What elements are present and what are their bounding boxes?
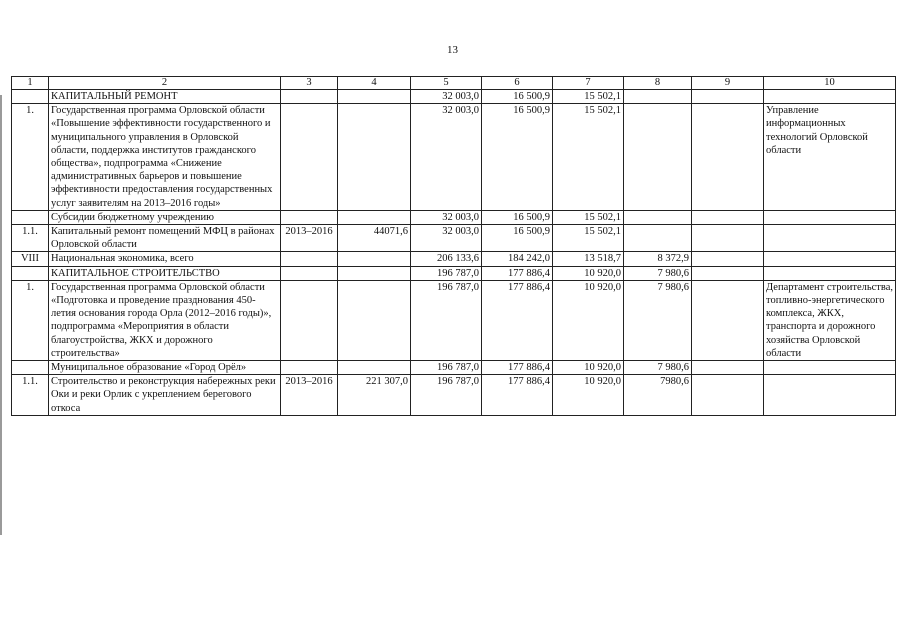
header-row [12, 77, 896, 90]
cell-col6: 16 500,9 [482, 210, 553, 224]
cell-col7: 10 920,0 [553, 266, 624, 280]
cell-num: 1. [12, 280, 49, 360]
cell-responsible [764, 210, 896, 224]
cell-col8 [624, 104, 692, 211]
cell-cost [338, 266, 411, 280]
header-col-3: 3 [281, 77, 338, 90]
cell-col9 [692, 280, 764, 360]
header-col-9: 9 [692, 77, 764, 90]
table-row [12, 361, 896, 375]
header-col-5: 5 [411, 77, 482, 90]
cell-cost [338, 104, 411, 211]
cell-col7: 15 502,1 [553, 210, 624, 224]
cell-responsible: Департамент строительства, топливно-энергетического комплекса, ЖКХ, транспорта и дорожного хозяйства Орловской области [764, 280, 896, 360]
cell-col8: 7 980,6 [624, 266, 692, 280]
cell-col8 [624, 210, 692, 224]
cell-col8: 7 980,6 [624, 361, 692, 375]
cell-responsible [764, 225, 896, 252]
cell-period [281, 104, 338, 211]
header-col-10: 10 [764, 77, 896, 90]
table-row [12, 266, 896, 280]
cell-col9 [692, 252, 764, 266]
cell-col6: 177 886,4 [482, 375, 553, 416]
cell-col8 [624, 90, 692, 104]
cell-col7: 10 920,0 [553, 375, 624, 416]
table-row [12, 252, 896, 266]
table-row [12, 90, 896, 104]
cell-total: 196 787,0 [411, 375, 482, 416]
cell-period [281, 90, 338, 104]
cell-col7: 15 502,1 [553, 90, 624, 104]
cell-cost [338, 210, 411, 224]
cell-col9 [692, 104, 764, 211]
header-col-7: 7 [553, 77, 624, 90]
cell-col9 [692, 90, 764, 104]
header-col-8: 8 [624, 77, 692, 90]
cell-num: 1.1. [12, 375, 49, 416]
cell-num [12, 361, 49, 375]
cell-num [12, 90, 49, 104]
cell-cost [338, 361, 411, 375]
cell-period: 2013–2016 [281, 225, 338, 252]
cell-col9 [692, 266, 764, 280]
cell-col9 [692, 225, 764, 252]
cell-name: Национальная экономика, всего [49, 252, 281, 266]
table-row [12, 225, 896, 252]
scan-edge [0, 95, 2, 535]
cell-responsible: Управление информационных технологий Орловской области [764, 104, 896, 211]
cell-name: Государственная программа Орловской области «Повышение эффективности государственного и муниципального управления в Орловской области, поддержка институтов гражданского общества», подпрограмма «Снижение административных барьеров и повышение эффективности предоставления государственных услуг заявителям на 2013–2016 годы» [49, 104, 281, 211]
cell-col8 [624, 225, 692, 252]
cell-responsible [764, 252, 896, 266]
cell-num: VIII [12, 252, 49, 266]
cell-period [281, 266, 338, 280]
header-col-6: 6 [482, 77, 553, 90]
cell-col7: 13 518,7 [553, 252, 624, 266]
cell-total: 206 133,6 [411, 252, 482, 266]
cell-col8: 7 980,6 [624, 280, 692, 360]
cell-col8: 7980,6 [624, 375, 692, 416]
cell-num [12, 266, 49, 280]
cell-cost: 44071,6 [338, 225, 411, 252]
page-number: 13 [447, 44, 458, 56]
header-col-1: 1 [12, 77, 49, 90]
cell-num [12, 210, 49, 224]
cell-responsible [764, 266, 896, 280]
cell-total: 32 003,0 [411, 104, 482, 211]
cell-cost: 221 307,0 [338, 375, 411, 416]
cell-num: 1.1. [12, 225, 49, 252]
cell-cost [338, 90, 411, 104]
cell-total: 32 003,0 [411, 210, 482, 224]
cell-col6: 184 242,0 [482, 252, 553, 266]
cell-col7: 10 920,0 [553, 280, 624, 360]
table-row [12, 210, 896, 224]
table-row [12, 104, 896, 211]
cell-col6: 177 886,4 [482, 266, 553, 280]
cell-name: Строительство и реконструкция набережных реки Оки и реки Орлик с укреплением берегового откоса [49, 375, 281, 416]
cell-name: КАПИТАЛЬНЫЙ РЕМОНТ [49, 90, 281, 104]
cell-period: 2013–2016 [281, 375, 338, 416]
cell-period [281, 280, 338, 360]
cell-responsible [764, 361, 896, 375]
cell-col7: 15 502,1 [553, 225, 624, 252]
cell-period [281, 210, 338, 224]
cell-col9 [692, 210, 764, 224]
cell-col6: 16 500,9 [482, 104, 553, 211]
cell-col6: 177 886,4 [482, 280, 553, 360]
table-row [12, 280, 896, 360]
table-row [12, 375, 896, 416]
cell-responsible [764, 375, 896, 416]
cell-responsible [764, 90, 896, 104]
cell-total: 32 003,0 [411, 225, 482, 252]
cell-name: Субсидии бюджетному учреждению [49, 210, 281, 224]
cell-total: 196 787,0 [411, 280, 482, 360]
header-col-2: 2 [49, 77, 281, 90]
cell-cost [338, 252, 411, 266]
cell-cost [338, 280, 411, 360]
cell-col6: 177 886,4 [482, 361, 553, 375]
cell-col7: 15 502,1 [553, 104, 624, 211]
cell-col8: 8 372,9 [624, 252, 692, 266]
header-col-4: 4 [338, 77, 411, 90]
cell-name: Муниципальное образование «Город Орёл» [49, 361, 281, 375]
cell-col6: 16 500,9 [482, 225, 553, 252]
cell-total: 196 787,0 [411, 361, 482, 375]
cell-period [281, 252, 338, 266]
cell-col7: 10 920,0 [553, 361, 624, 375]
cell-name: КАПИТАЛЬНОЕ СТРОИТЕЛЬСТВО [49, 266, 281, 280]
cell-period [281, 361, 338, 375]
cell-total: 32 003,0 [411, 90, 482, 104]
cell-col9 [692, 361, 764, 375]
cell-total: 196 787,0 [411, 266, 482, 280]
cell-name: Капитальный ремонт помещений МФЦ в районах Орловской области [49, 225, 281, 252]
cell-col9 [692, 375, 764, 416]
cell-col6: 16 500,9 [482, 90, 553, 104]
cell-num: 1. [12, 104, 49, 211]
cell-name: Государственная программа Орловской области «Подготовка и проведение празднования 450-летия основания города Орла (2012–2016 годы)», подпрограмма «Мероприятия в области благоустройства, ЖКХ и дорожного строительства» [49, 280, 281, 360]
budget-table [11, 76, 896, 416]
